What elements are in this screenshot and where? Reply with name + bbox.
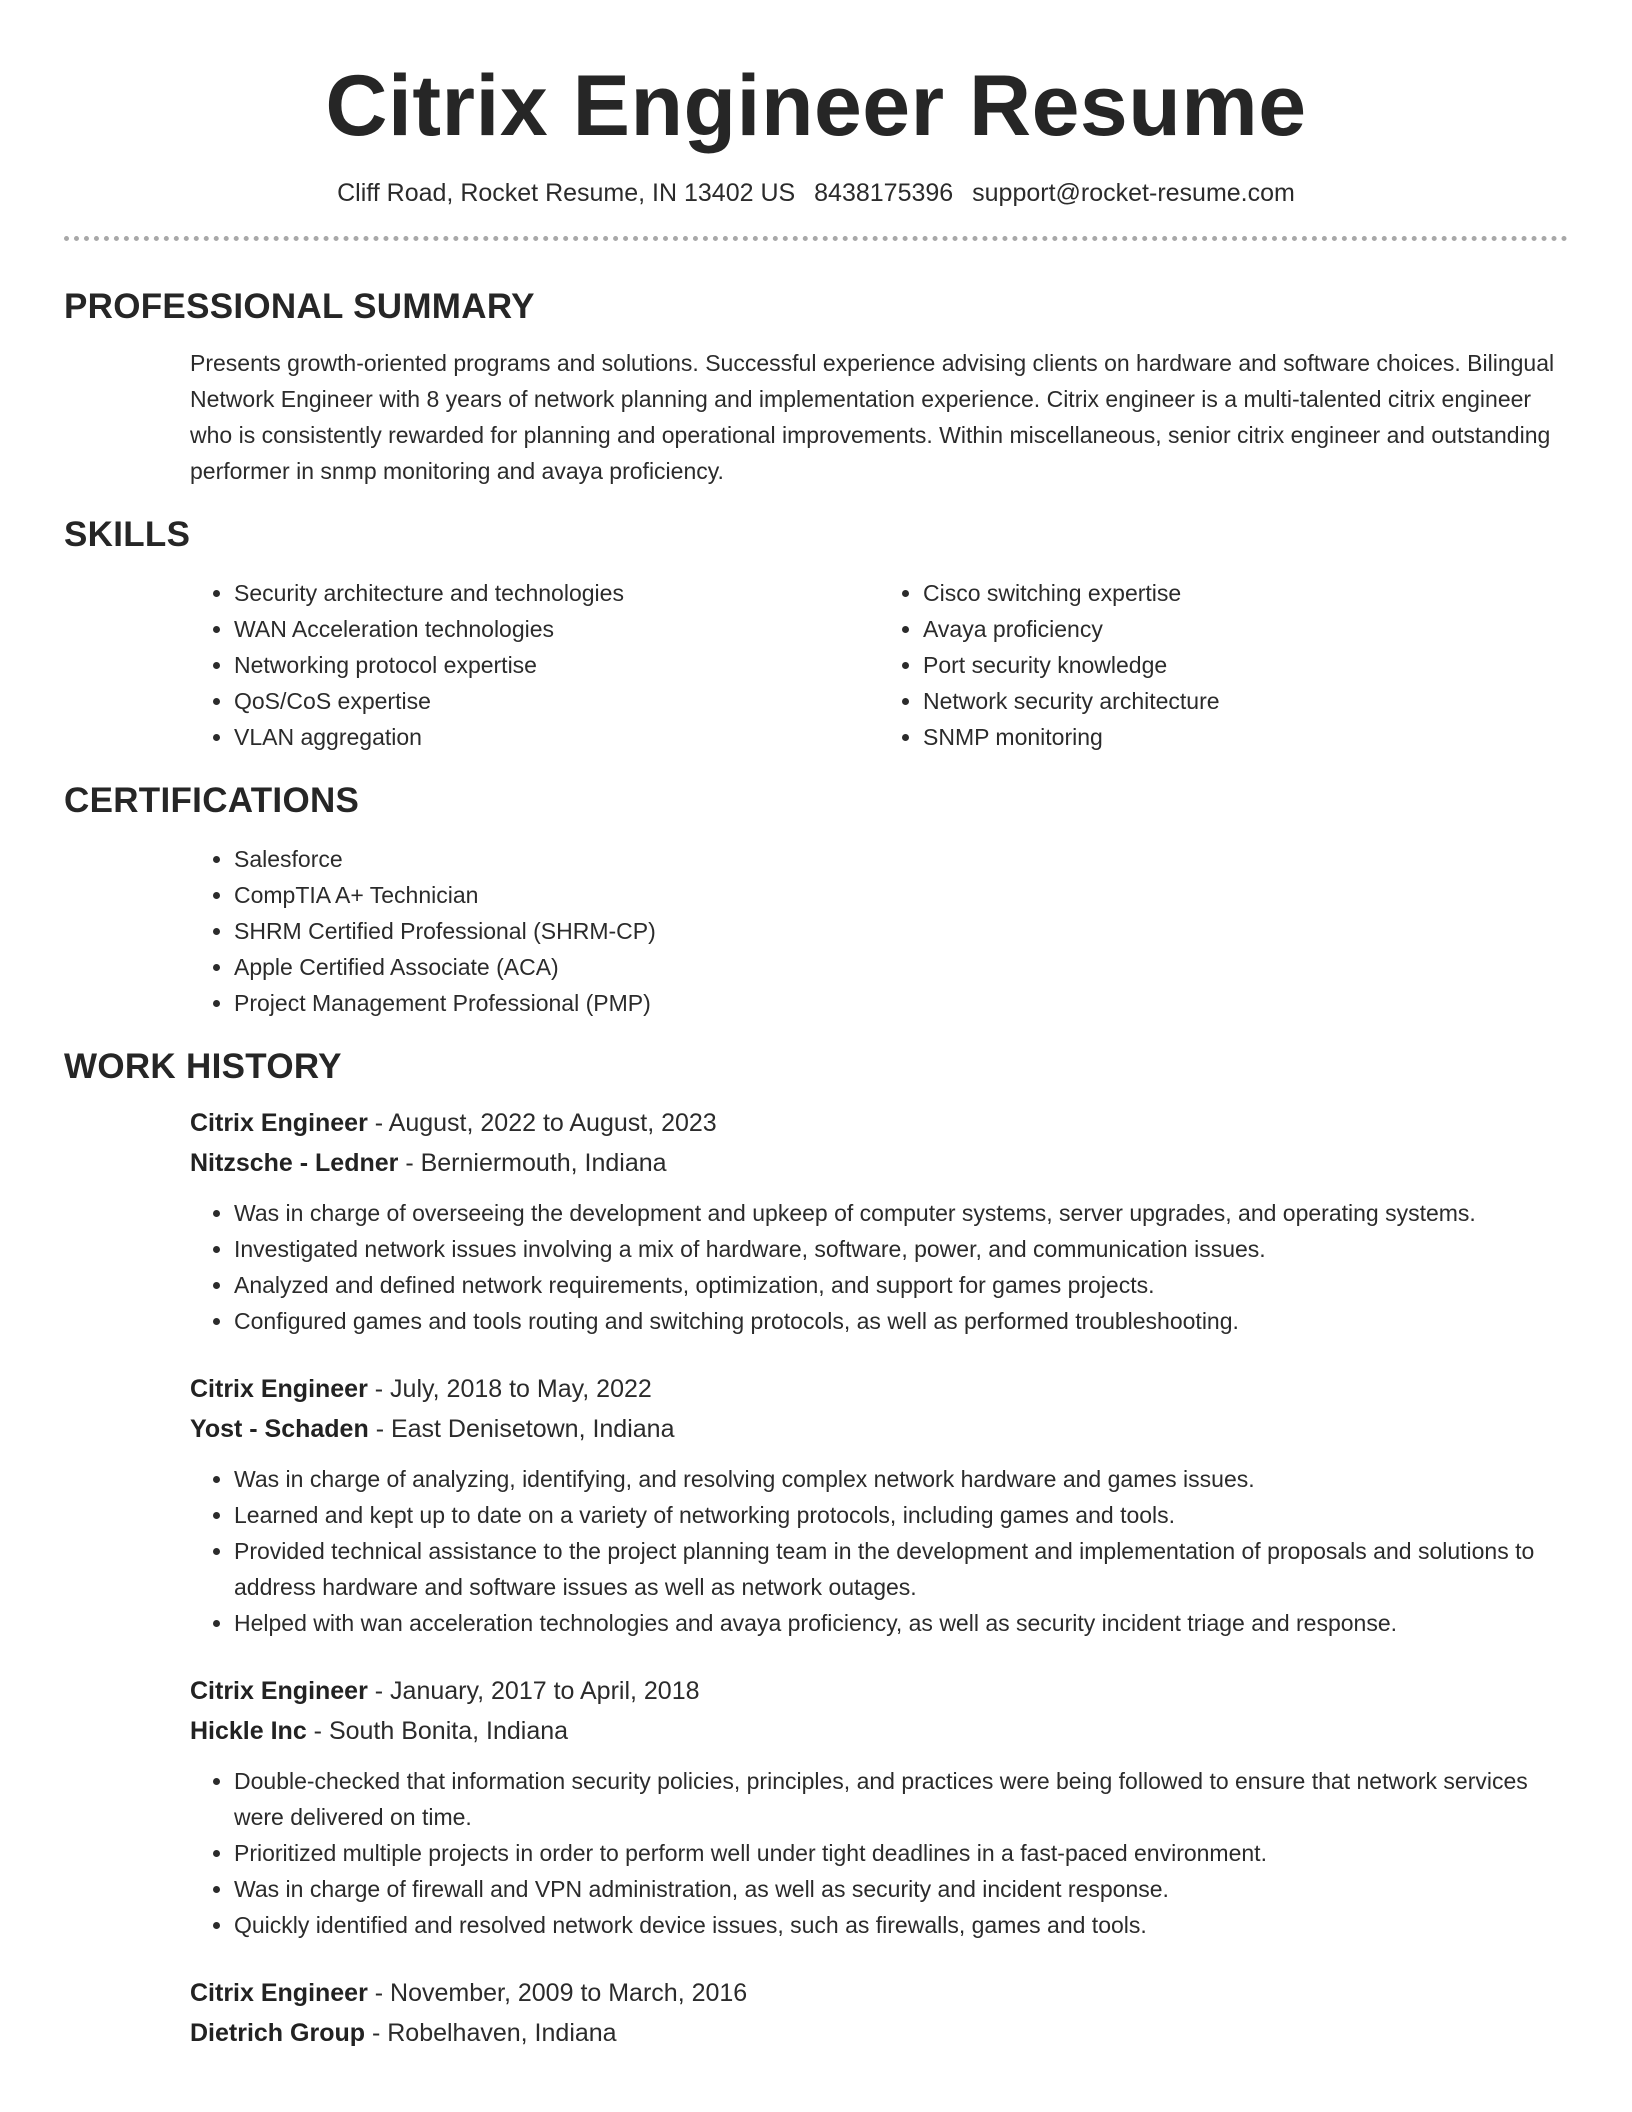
job-bullets	[190, 1461, 1568, 1641]
job-bullet: • Prioritized multiple projects in order to perform well under tight deadlines in a fast-paced environment.	[234, 1835, 1568, 1871]
job-title: Citrix Engineer	[190, 1979, 368, 2007]
skill-item: • Avaya proficiency	[923, 611, 1568, 647]
job-company: Yost - Schaden	[190, 1415, 369, 1443]
contact-address: Cliff Road, Rocket Resume, IN 13402 US	[337, 179, 796, 207]
certification-item: • Salesforce	[234, 841, 1568, 877]
skill-item: • Networking protocol expertise	[234, 647, 879, 683]
certification-item: • SHRM Certified Professional (SHRM-CP)	[234, 913, 1568, 949]
job-bullet: • Was in charge of firewall and VPN administration, as well as security and incident response.	[234, 1871, 1568, 1907]
skill-item: • Security architecture and technologies	[234, 575, 879, 611]
job-bullet: • Was in charge of overseeing the development and upkeep of computer systems, server upgrades, and operating systems.	[234, 1195, 1568, 1231]
certifications-list	[190, 841, 1568, 1021]
skill-item: • WAN Acceleration technologies	[234, 611, 879, 647]
summary-section	[190, 345, 1568, 489]
skills-column-right	[879, 575, 1568, 755]
job-title: Citrix Engineer	[190, 1677, 368, 1705]
job-title: Citrix Engineer	[190, 1109, 368, 1137]
skill-item: • Port security knowledge	[923, 647, 1568, 683]
contact-phone: 8438175396	[814, 179, 954, 207]
job-bullets	[190, 1195, 1568, 1339]
job-dates: - January, 2017 to April, 2018	[367, 1677, 700, 1705]
job-company: Nitzsche - Ledner	[190, 1149, 399, 1177]
job-location: - East Denisetown, Indiana	[368, 1415, 675, 1443]
summary-heading: PROFESSIONAL SUMMARY	[64, 287, 535, 326]
resume-page	[64, 0, 1568, 2053]
job-bullets	[190, 1763, 1568, 1943]
job-company-line	[190, 1409, 1568, 1449]
job-company: Hickle Inc	[190, 1717, 307, 1745]
job-dates: - November, 2009 to March, 2016	[367, 1979, 748, 2007]
job-bullet: • Investigated network issues involving a mix of hardware, software, power, and communication issues.	[234, 1231, 1568, 1267]
job-bullet: • Helped with wan acceleration technologies and avaya proficiency, as well as security incident triage and response.	[234, 1605, 1568, 1641]
job-title-line	[190, 1973, 1568, 2013]
skill-item: • Network security architecture	[923, 683, 1568, 719]
resume-title: Citrix Engineer Resume	[325, 58, 1307, 154]
job-title-line	[190, 1671, 1568, 1711]
job-entry	[190, 1103, 1568, 1339]
job-bullet: • Quickly identified and resolved network device issues, such as firewalls, games and tools.	[234, 1907, 1568, 1943]
job-location: - Robelhaven, Indiana	[365, 2019, 617, 2047]
job-company-line	[190, 1711, 1568, 1751]
job-title-line	[190, 1103, 1568, 1143]
work-history-section	[190, 1103, 1568, 2053]
certifications-section	[190, 841, 1568, 1021]
work-history-heading: WORK HISTORY	[64, 1047, 342, 1086]
job-bullet: • Double-checked that information security policies, principles, and practices were being followed to ensure that network services were delivered on time.	[234, 1763, 1568, 1835]
skills-list	[190, 575, 1568, 755]
skill-item: • QoS/CoS expertise	[234, 683, 879, 719]
job-entry	[190, 1973, 1568, 2053]
job-title-line	[190, 1369, 1568, 1409]
skill-item: • VLAN aggregation	[234, 719, 879, 755]
skill-item: • Cisco switching expertise	[923, 575, 1568, 611]
job-entry	[190, 1369, 1568, 1641]
job-company-line	[190, 1143, 1568, 1183]
job-bullet: • Provided technical assistance to the project planning team in the development and implementation of proposals and solutions to address hardware and software issues as well as network outages.	[234, 1533, 1568, 1605]
job-dates: - August, 2022 to August, 2023	[367, 1109, 717, 1137]
skills-heading: SKILLS	[64, 515, 191, 554]
certifications-heading: CERTIFICATIONS	[64, 781, 360, 820]
summary-text: Presents growth-oriented programs and solutions. Successful experience advising clients on hardware and software choices. Bilingual Network Engineer with 8 years of network planning and implementation experience. Citrix engineer is a multi-talented citrix engineer who is consistently rewarded for planning and operational improvements. Within miscellaneous, senior citrix engineer and outstanding performer in snmp monitoring and avaya proficiency.	[190, 350, 1555, 484]
contact-email: support@rocket-resume.com	[972, 179, 1295, 207]
job-company: Dietrich Group	[190, 2019, 366, 2047]
job-bullet: • Analyzed and defined network requirements, optimization, and support for games projects.	[234, 1267, 1568, 1303]
job-entry	[190, 1671, 1568, 1943]
job-location: - Berniermouth, Indiana	[398, 1149, 667, 1177]
certification-item: • Apple Certified Associate (ACA)	[234, 949, 1568, 985]
job-dates: - July, 2018 to May, 2022	[367, 1375, 652, 1403]
certification-item: • CompTIA A+ Technician	[234, 877, 1568, 913]
job-title: Citrix Engineer	[190, 1375, 368, 1403]
job-bullet: • Configured games and tools routing and switching protocols, as well as performed troubleshooting.	[234, 1303, 1568, 1339]
skill-item: • SNMP monitoring	[923, 719, 1568, 755]
certification-item: • Project Management Professional (PMP)	[234, 985, 1568, 1021]
job-location: - South Bonita, Indiana	[306, 1717, 569, 1745]
job-company-line	[190, 2013, 1568, 2053]
job-bullet: • Was in charge of analyzing, identifying, and resolving complex network hardware and games issues.	[234, 1461, 1568, 1497]
contact-line	[64, 176, 1568, 210]
job-bullet: • Learned and kept up to date on a variety of networking protocols, including games and tools.	[234, 1497, 1568, 1533]
header-divider	[64, 236, 1568, 241]
skills-column-left	[190, 575, 879, 755]
